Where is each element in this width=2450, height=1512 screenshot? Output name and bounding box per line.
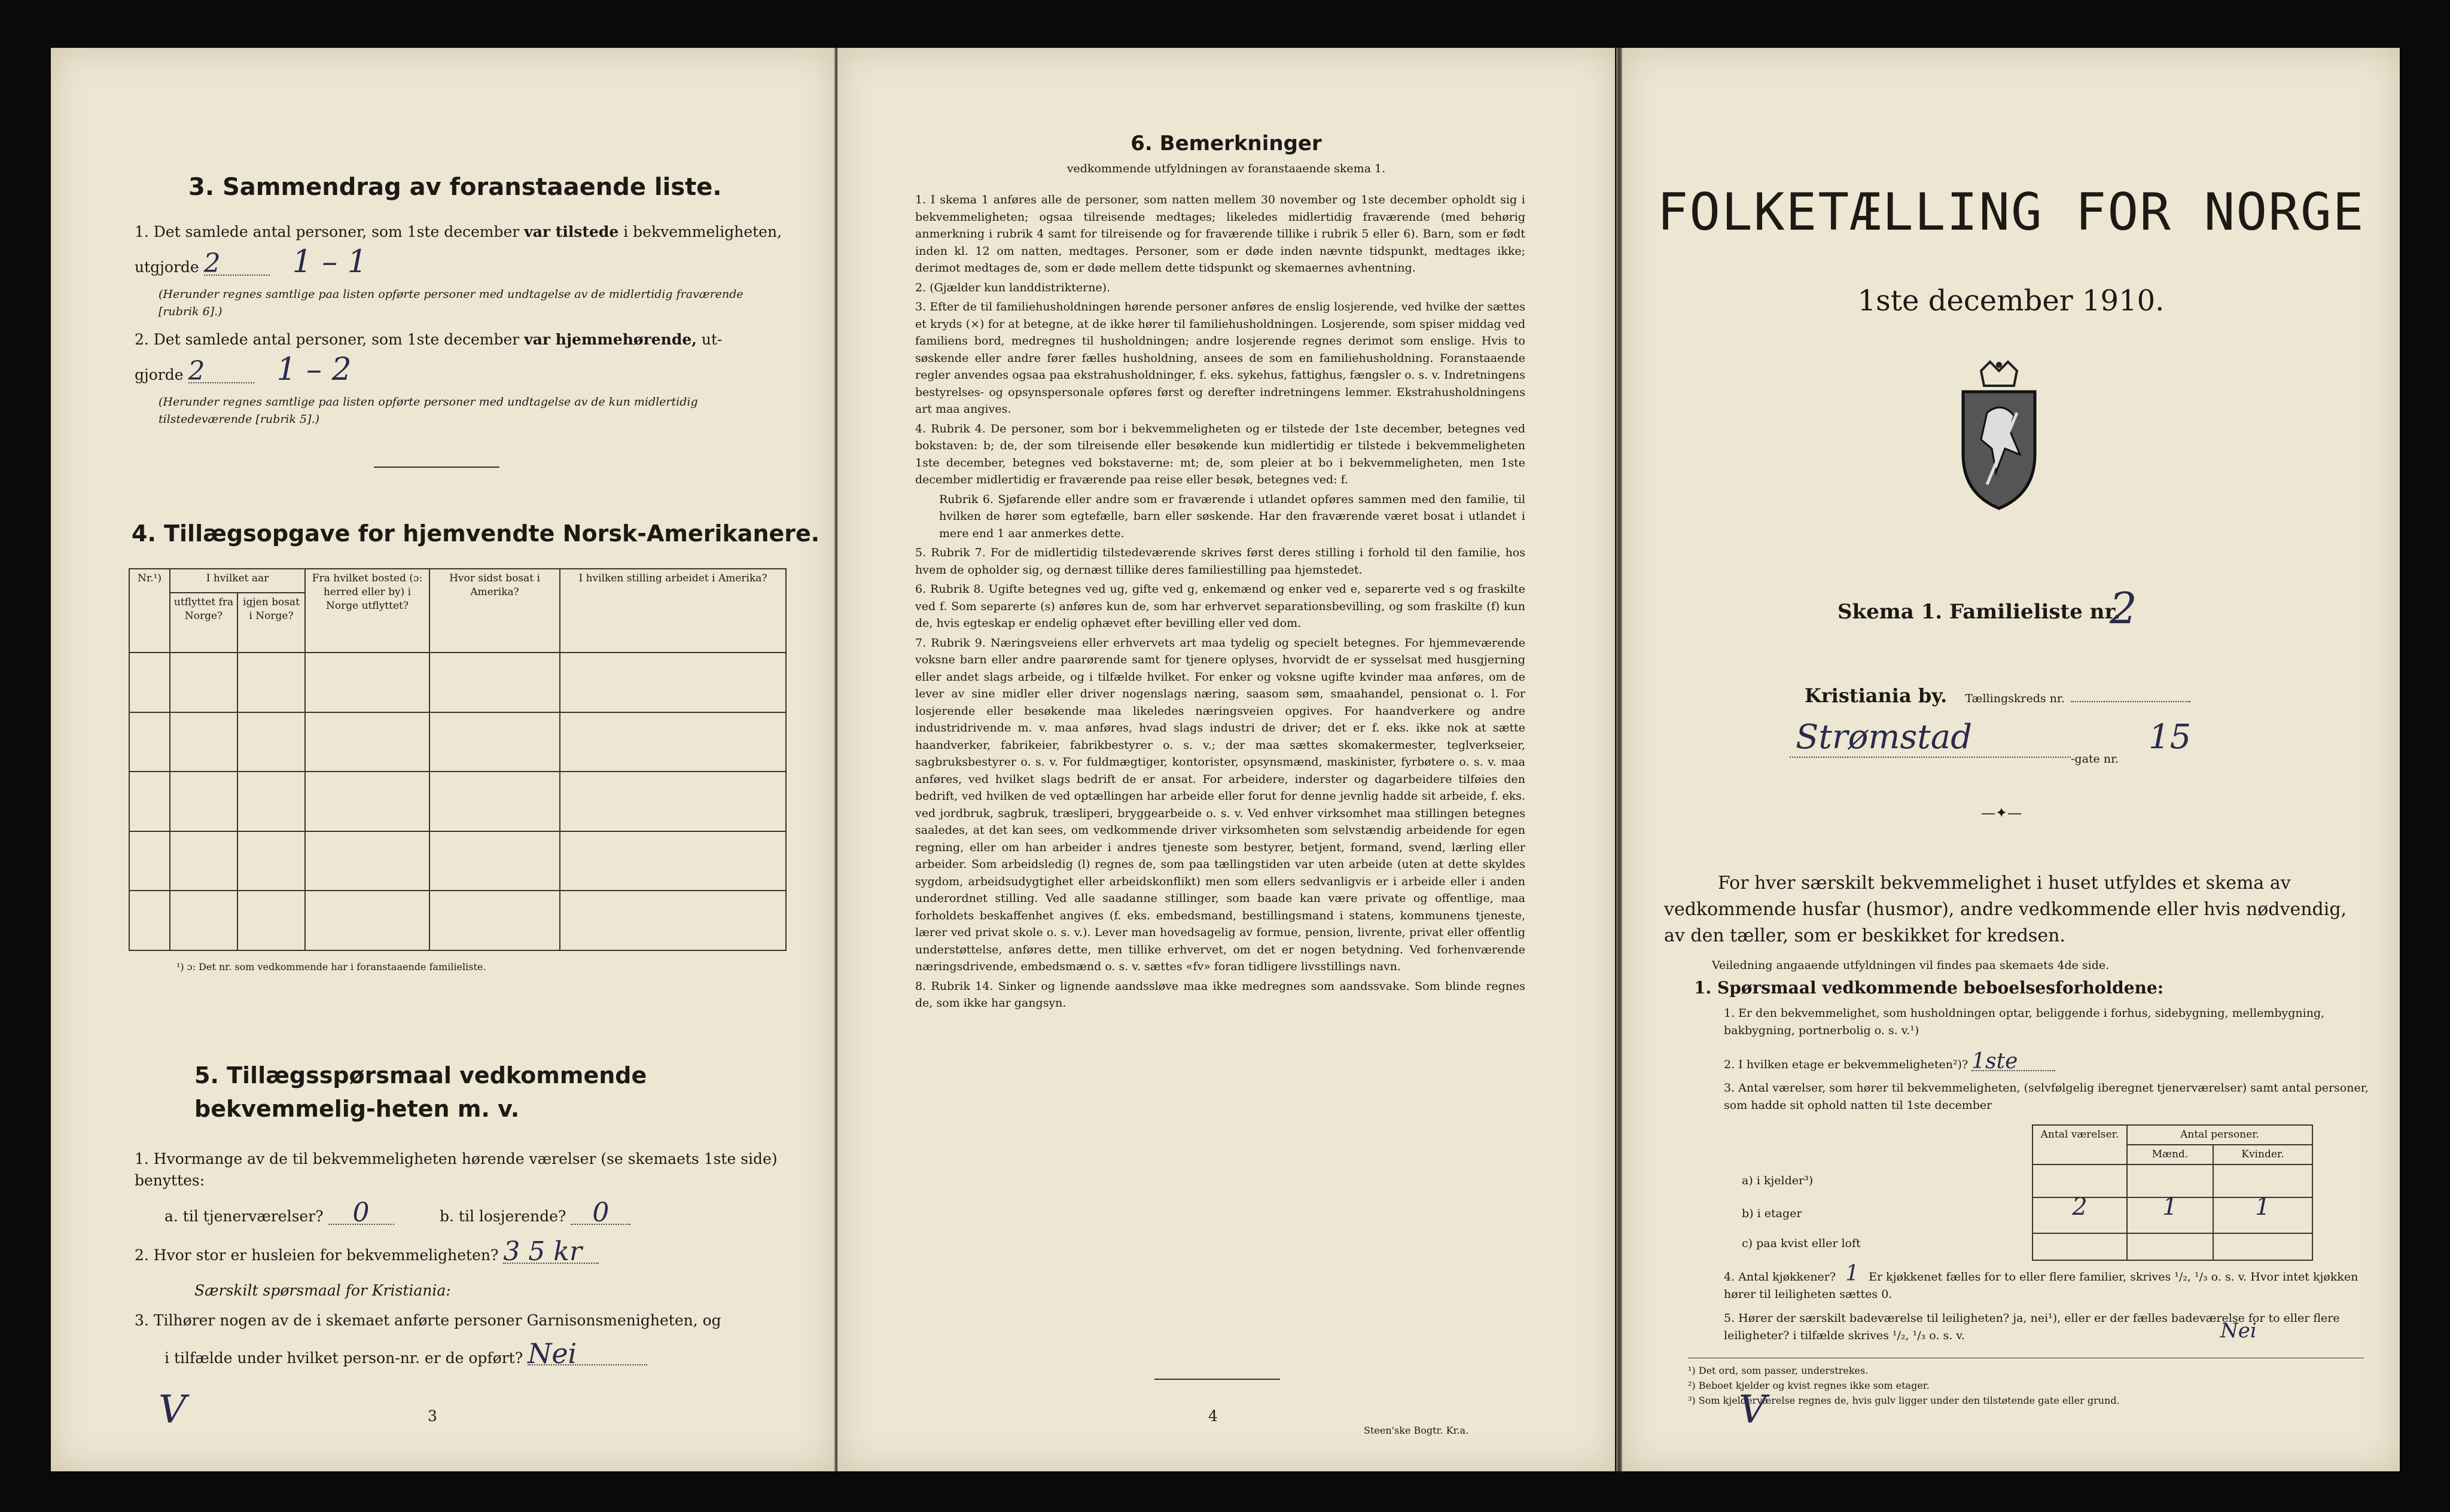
schema-label: Skema 1. Familieliste nr.: [1838, 600, 2121, 624]
table-row: [129, 891, 786, 950]
s5-q3b: i tilfælde under hvilket person-nr. er de opført? Nei: [164, 1343, 647, 1369]
handwritten-present-count: 2: [204, 253, 270, 276]
col-igjen: igjen bosat i Norge?: [237, 593, 305, 653]
page-number: 3: [428, 1407, 437, 1425]
table-row: [129, 712, 786, 772]
handwritten-men-etager: 1: [2127, 1197, 2213, 1233]
col-bosted: Fra hvilket bosted (ɔ: herred eller by) i Norge utflyttet?: [305, 569, 429, 653]
page-fold: [1616, 48, 1622, 1471]
s5-q1: 1. Hvormange av de til bekvemmeligheten hørende værelser (se skemaets 1ste side) benyttes:: [135, 1150, 778, 1189]
row-a-label: a) i kjelder³): [1742, 1174, 1814, 1187]
handwritten-servant-rooms: 0: [328, 1202, 394, 1225]
remark-item: 6. Rubrik 8. Ugifte betegnes ved ug, gifte ved g, enkemænd og enker ved e, separerte ved s og fraskilte ved f. Som separerte (s) anføres kun de, som har erhvervet separationsbevilling, og som fraskilte (f) kun de, hvis egteskap er endelig ophævet efter bevilling eller ved dom.: [915, 583, 1525, 630]
table-row: [2032, 1197, 2312, 1233]
s3-q2-note: (Herunder regnes samtlige paa listen opførte personer med undtagelse av de kun midlertidig tilstedeværende [rubrik 5].): [159, 395, 698, 426]
remark-item: 2. (Gjælder kun landdistrikterne).: [915, 281, 1111, 294]
question-1: 1. Er den bekvemmelighet, som husholdningen optar, beliggende i forhus, sidebygning, mellembygning, bakbygning, portnerbolig o. s. v.¹): [1724, 1007, 2325, 1037]
street-line: [1790, 757, 2071, 758]
table-row: [129, 653, 786, 712]
rooms-persons-table: [2032, 1124, 2313, 1261]
col-men: Mænd.: [2127, 1145, 2213, 1165]
remark-item: 7. Rubrik 9. Næringsveiens eller erhvervets art maa tydelig og specielt betegnes. For hjemmeværende voksne barn eller andre paarørende samt for tjenere oplyses, hvorvidt de er sysselsat med husgjerning eller andet slags arbeide, og i tilfælde hvilket. For enker og voksne ugifte kvinder maa anføres, om de lever av sine midler eller driver nogenslags næring, saasom søm, smaahandel, pensionat o. l. For losjerende eller besøkende maa likeledes næringsveien opgives. For haandverkere og andre industridrivende m. v. maa anføres, hvad slags industri de driver; det er f. eks. ikke nok at sætte haandverker, fabrikeier, fabrikbestyrer o. s. v.; der maa sættes skomakermester, teglverkseier, sagbruksbestyrer o. s. v. For fuldmægtiger, kontorister, opsynsmænd, maskinister, fyrbøtere o. s. v. maa anføres, ved hvilket slags bedrift de er ansat. For arbeidere, inderster og dagarbeidere tilføies den bedrift, ved hvilken de ved optællingen har arbeide eller forut for denne jevnlig hadde sit arbeide, f. eks. ved jordbruk, sagbruk, træsliperi, bryggearbeide o. s. v. Ved enhver virksomhet maa stillingen betegnes saaledes, at det kan sees, om vedkommende driver virksomheten som selvstændig arbeidende for egen regning, eller om han arbeider i andres tjeneste som bestyrer, betjent, formand, svend, lærling eller arbeider. Som arbeidsledig (l) regnes de, som paa tællingstiden var uten arbeide (uten at dette skyldes sygdom, arbeidsudygtighet eller arbeidskonflikt) men som ellers sedvanligvis er i arbeide eller i anden underordnet stilling. Ved alle saadanne stillinger, som baade kan være private og offentlige, maa forholdets beskaffenhet angives (f. eks. embedsmand, bestillingsmand i statens, kommunens tjeneste, lærer ved privat skole o. s. v.). Lever man hovedsagelig av formue, pension, livrente, privat eller offentlig understøttelse, anføres dette, men tillike erhvervet, om det er nogen betydning. Ved forhenværende næringsdrivende, embedsmænd o. s. v. sættes «fv» foran tidligere livsstillings navn.: [915, 636, 1525, 973]
remark-item: 1. I skema 1 anføres alle de personer, som natten mellem 30 november og 1ste december opholdt sig i bekvemmeligheten; ogsaa tilreisende medtages; likeledes midlertidig fraværende (med behørig anmerkning i rubrik 4 samt for tilreisende og for fraværende tillike i rubrik 5 eller 6). Barn, som er født inden kl. 12 om natten, medtages. Personer, som er døde inden nævnte tidspunkt, medtages ikke; derimot medtages de, som er døde mellem dette tidspunkt og skemaernes avhentning.: [915, 193, 1525, 275]
city-label: Kristiania by. Tællingskreds nr.: [1805, 685, 2190, 708]
s3-q1-note: (Herunder regnes samtlige paa listen opførte personer med undtagelse av de midlertidig fraværende [rubrik 6].): [159, 288, 743, 318]
intro-text: For hver særskilt bekvemmelighet i huset utfyldes et skema av vedkommende husfar (husmor), andre vedkommende eller hvis nødvendig, av den tæller, som er beskikket for kredsen.: [1664, 873, 2347, 946]
s5-special-heading: Særskilt spørsmaal for Kristiania:: [194, 1282, 451, 1299]
footnote-3: ³) Som kjelderværelse regnes de, hvis gulv ligger under den tilstøtende gate eller grund.: [1688, 1395, 2120, 1406]
col-stilling: I hvilken stilling arbeidet i Amerika?: [560, 569, 786, 653]
col-women: Kvinder.: [2213, 1145, 2312, 1165]
questions-heading: 1. Spørsmaal vedkommende beboelsesforholdene:: [1694, 978, 2164, 998]
handwritten-bathroom: Nei: [2220, 1319, 2257, 1343]
remark-item: 3. Efter de til familiehusholdningen hørende personer anføres de enslig losjerende, ved hvilke der sættes et kryds (×) for at betegne, at de ikke hører til familiehusholdningen. Losjerende, som spiser middag ved familiens bord, medregnes til husholdningen; andre losjerende regnes derimot som enslige. Hvis to søskende eller andre fører fælles husholdning, ansees de som en familiehusholdning. Foranstaaende regler anvendes ogsaa paa ekstrahusholdninger, f. eks. sykehus, fattighus, fængsler o. s. v. Indretningens bestyrelses- og opsynspersonale opføres først og derefter indretningens lemmer. Ekstrahusholdningens art maa angives.: [915, 300, 1525, 416]
col-persons: Antal personer.: [2127, 1125, 2312, 1145]
s3-q2: 2. Det samlede antal personer, som 1ste december var hjemmehørende, ut-: [135, 331, 723, 348]
handwritten-house-nr: 15: [2149, 718, 2192, 757]
handwritten-rooms-etager: 2: [2032, 1197, 2127, 1233]
col-nr: Nr.¹): [129, 569, 170, 653]
check-mark: V: [159, 1388, 187, 1432]
coat-of-arms-icon: [1945, 359, 2053, 514]
col-sidst: Hvor sidst bosat i Amerika?: [429, 569, 560, 653]
ornament: —✦—: [1981, 804, 2022, 821]
handwritten-family-list-nr: 2: [2110, 583, 2137, 633]
handwritten-garnison-answer: Nei: [528, 1343, 647, 1365]
handwritten-present-split: 1 – 1: [292, 244, 367, 280]
handwritten-women-etager: 1: [2213, 1197, 2312, 1233]
col-rooms: Antal værelser.: [2032, 1125, 2127, 1165]
handwritten-kitchens: 1: [1845, 1261, 1860, 1286]
norsk-amerikanere-table: [129, 568, 787, 951]
census-date: 1ste december 1910.: [1857, 284, 2165, 318]
row-b-label: b) i etager: [1742, 1207, 1802, 1220]
middle-page: [837, 48, 1615, 1471]
remarks-title: 6. Bemerkninger: [1130, 132, 1322, 156]
s3-q1-utgjorde: utgjorde 2 1 – 1: [135, 244, 367, 280]
handwritten-street: Strømstad: [1796, 718, 1972, 757]
printer-imprint: Steen'ske Bogtr. Kr.a.: [1364, 1425, 1469, 1436]
s3-q1: 1. Det samlede antal personer, som 1ste december var tilstede i bekvemmeligheten,: [135, 223, 782, 240]
question-3: 3. Antal værelser, som hører til bekvemmeligheten, (selvfølgelig iberegnet tjenerværelser) samt antal personer, som hadde sit ophold natten til 1ste december: [1724, 1081, 2369, 1112]
divider: [1154, 1379, 1280, 1380]
divider: [374, 467, 499, 468]
s3-q2-gjorde: gjorde 2 1 – 2: [135, 352, 352, 388]
s5-q1b: b. til losjerende? 0: [440, 1202, 630, 1227]
left-page: [51, 48, 834, 1471]
row-c-label: c) paa kvist eller loft: [1742, 1237, 1861, 1250]
remark-item: 4. Rubrik 4. De personer, som bor i bekvemmeligheten og er tilstede der 1ste december, betegnes ved bokstaven: b; de, der som tilreisende eller besøkende kun midlertidig er tilstede i bekvemmeligheten 1ste december, betegnes ved bokstaverne: mt; de, som pleier at bo i bekvemmeligheten, men 1ste december midlertidig er fraværende paa reise eller besøk, betegnes ved: f.: [915, 422, 1525, 486]
page-number: 4: [1208, 1407, 1218, 1425]
right-page: [1622, 48, 2400, 1471]
section-4-title: 4. Tillægsopgave for hjemvendte Norsk-Amerikanere.: [132, 520, 820, 547]
remarks-list: [915, 191, 1525, 1014]
section-3-title: 3. Sammendrag av foranstaaende liste.: [188, 173, 722, 201]
question-4: 4. Antal kjøkkener? 1 Er kjøkkenet fælles for to eller flere familier, skrives ¹/₂, ¹/₃ o. s. v. Hvor intet kjøkken hører til leiligheten sættes 0.: [1724, 1261, 2358, 1301]
col-utflyttet: utflyttet fra Norge?: [170, 593, 237, 653]
table-row: [129, 772, 786, 831]
handwritten-floor: 1ste: [1971, 1053, 2055, 1071]
census-title: FOLKETÆLLING FOR NORGE: [1657, 182, 2365, 242]
s4-footnote: ¹) ɔ: Det nr. som vedkommende har i foranstaaende familieliste.: [176, 961, 486, 973]
handwritten-lodger-rooms: 0: [571, 1202, 630, 1225]
handwritten-rent: 3 5 kr: [503, 1241, 599, 1264]
s5-q3a: 3. Tilhører nogen av de i skemaet anførte personer Garnisonsmenigheten, og: [135, 1312, 721, 1329]
question-2: 2. I hvilken etage er bekvemmeligheten²)? 1ste: [1724, 1053, 2055, 1074]
col-group-year: I hvilket aar: [170, 569, 305, 593]
question-5: 5. Hører der særskilt badeværelse til leiligheten? ja, nei¹), eller er der fælles badeværelse for to eller flere leiligheter? i tilfælde skrives ¹/₂, ¹/₃ o. s. v.: [1724, 1312, 2340, 1342]
remark-item: Rubrik 6. Sjøfarende eller andre som er fraværende i utlandet opføres sammen med den familie, til hvilken de hører som egtefælle, barn eller søskende. Har den fraværende været bosat i utlandet i mere end 1 aar anmerkes dette.: [939, 492, 1525, 540]
handwritten-resident-split: 1 – 2: [276, 352, 352, 388]
remark-item: 5. Rubrik 7. For de midlertidig tilstedeværende skrives først deres stilling i forhold til den familie, hos hvem de opholder sig, og dernæst tillike deres familiestilling paa hjemstedet.: [915, 546, 1525, 577]
table-row: [129, 831, 786, 891]
veiledning-text: Veiledning angaaende utfyldningen vil findes paa skemaets 4de side.: [1712, 959, 2110, 972]
s5-q2: 2. Hvor stor er husleien for bekvemmeligheten? 3 5 kr: [135, 1241, 599, 1266]
remarks-subtitle: vedkommende utfyldningen av foranstaaende skema 1.: [1066, 162, 1386, 175]
footnote-1: ¹) Det ord, som passer, understrekes.: [1688, 1365, 1869, 1376]
s5-q1a: a. til tjenerværelser? 0: [164, 1202, 394, 1227]
check-mark: V: [1739, 1388, 1767, 1432]
handwritten-resident-count: 2: [188, 361, 254, 383]
table-row: [2032, 1165, 2312, 1197]
table-row: [2032, 1233, 2312, 1260]
remark-item: 8. Rubrik 14. Sinker og lignende aandssløve maa ikke medregnes som aandssvake. Som blinde regnes de, som ikke har gangsyn.: [915, 979, 1525, 1010]
section-5-title: 5. Tillægsspørsmaal vedkommende bekvemmelig-heten m. v.: [194, 1062, 647, 1122]
footnote-2: ²) Beboet kjelder og kvist regnes ikke som etager.: [1688, 1380, 1930, 1391]
gate-label: -gate nr.: [2071, 752, 2119, 766]
